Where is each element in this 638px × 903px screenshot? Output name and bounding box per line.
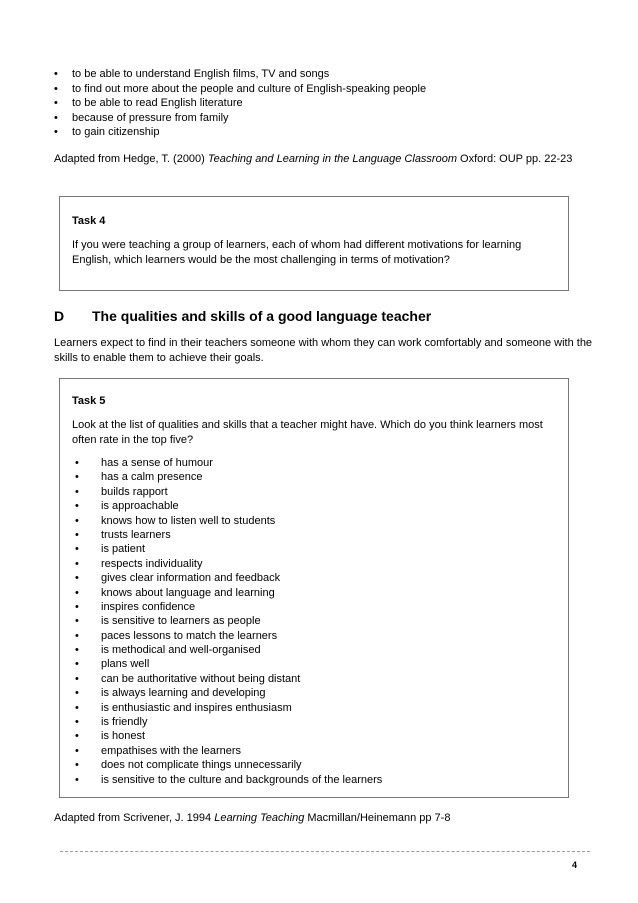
list-item: • does not complicate things unnecessarily: [75, 758, 382, 772]
list-item: • plans well: [75, 657, 382, 671]
motivation-bullet-list: [54, 67, 426, 140]
task4-text: If you were teaching a group of learners, each of whom had different motivations for learning English, which learners would be the most challenging in terms of motivation?: [72, 239, 522, 266]
task5-text: Look at the list of qualities and skills that a teacher might have. Which do you think learners most often rate in the top five?: [72, 419, 543, 446]
citation-prefix: Adapted from Hedge, T. (2000): [54, 153, 208, 165]
list-item: • knows how to listen well to students: [75, 514, 382, 528]
citation-suffix: Oxford: OUP pp. 22-23: [457, 153, 573, 165]
qualities-list: [75, 456, 382, 787]
list-item: • is honest: [75, 729, 382, 743]
list-item: • to find out more about the people and culture of English-speaking people: [54, 82, 426, 97]
section-title: The qualities and skills of a good language teacher: [92, 308, 432, 324]
citation-scrivener: [54, 811, 594, 826]
list-item: • paces lessons to match the learners: [75, 629, 382, 643]
list-item: • builds rapport: [75, 485, 382, 499]
task4-box: [59, 196, 569, 291]
list-item: • because of pressure from family: [54, 111, 426, 126]
list-item: • respects individuality: [75, 557, 382, 571]
list-item: • empathises with the learners: [75, 744, 382, 758]
citation-title: Teaching and Learning in the Language Classroom: [207, 153, 457, 165]
footer-divider: [60, 851, 590, 852]
list-item: • is sensitive to learners as people: [75, 614, 382, 628]
task4-title: Task 4: [72, 215, 106, 227]
list-item: • is always learning and developing: [75, 686, 382, 700]
section-d-heading: [54, 307, 431, 325]
task5-box: [59, 378, 569, 798]
page-number: 4: [572, 860, 578, 870]
citation-suffix: Macmillan/Heinemann pp 7-8: [304, 812, 451, 824]
list-item: • has a sense of humour: [75, 456, 382, 470]
list-item: • to be able to understand English films, TV and songs: [54, 67, 426, 82]
list-item: • can be authoritative without being distant: [75, 672, 382, 686]
list-item: • is friendly: [75, 715, 382, 729]
list-item: • to gain citizenship: [54, 125, 426, 140]
list-item: • trusts learners: [75, 528, 382, 542]
list-item: • inspires confidence: [75, 600, 382, 614]
citation-title: Learning Teaching: [214, 812, 305, 824]
list-item: • is patient: [75, 542, 382, 556]
list-item: • gives clear information and feedback: [75, 571, 382, 585]
task5-title: Task 5: [72, 395, 106, 407]
list-item: • is enthusiastic and inspires enthusiasm: [75, 701, 382, 715]
list-item: • is approachable: [75, 499, 382, 513]
citation-prefix: Adapted from Scrivener, J. 1994: [54, 812, 215, 824]
list-item: • to be able to read English literature: [54, 96, 426, 111]
list-item: • knows about language and learning: [75, 586, 382, 600]
section-d-intro: Learners expect to find in their teachers someone with whom they can work comfortably and someone with the skills to enable them to achieve their goals.: [54, 337, 593, 364]
list-item: • has a calm presence: [75, 470, 382, 484]
section-letter: D: [54, 308, 65, 324]
list-item: • is methodical and well-organised: [75, 643, 382, 657]
list-item: • is sensitive to the culture and backgrounds of the learners: [75, 773, 382, 787]
citation-hedge: [54, 152, 594, 167]
